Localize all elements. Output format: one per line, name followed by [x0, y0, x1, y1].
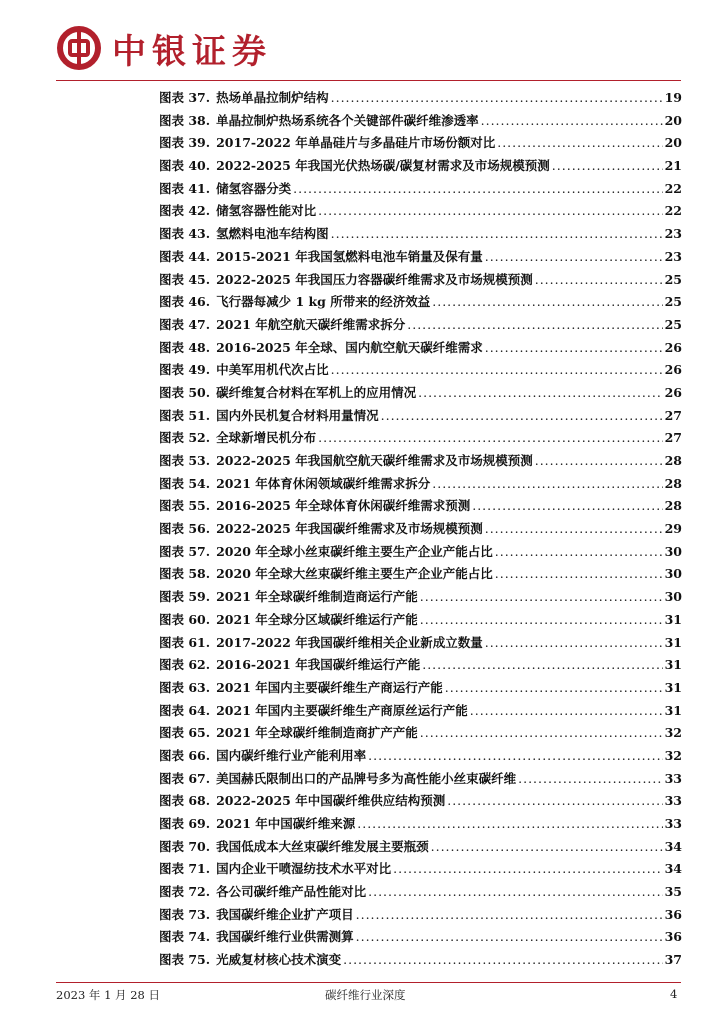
toc-entry[interactable] [159, 224, 682, 247]
toc-leader-dots [485, 635, 663, 650]
toc-entry-title: 2021 年体育休闲领域碳纤维需求拆分 [216, 475, 431, 491]
toc-entry-title: 氢燃料电池车结构图 [216, 226, 329, 242]
toc-entry[interactable] [159, 610, 682, 633]
toc-entry[interactable] [159, 338, 682, 361]
toc-leader-dots [420, 612, 663, 627]
toc-entry-title: 我国碳纤维行业供需测算 [216, 929, 354, 945]
toc-entry-page: 27 [664, 430, 682, 446]
toc-entry[interactable] [159, 474, 682, 497]
toc-entry-page: 31 [664, 702, 682, 718]
toc-entry-number: 图表 51. [159, 407, 211, 423]
toc-entry-number: 图表 44. [159, 248, 211, 264]
toc-entry-page: 36 [664, 906, 682, 922]
toc-entry-title: 全球新增民机分布 [216, 430, 317, 446]
toc-entry[interactable] [159, 360, 682, 383]
toc-entry-page: 26 [664, 384, 682, 400]
toc-entry-title: 中美军用机代次占比 [216, 362, 329, 378]
table-of-figures [159, 88, 682, 973]
toc-entry-number: 图表 56. [159, 521, 211, 537]
toc-entry-title: 2017-2022 年单晶硅片与多晶硅片市场份额对比 [216, 135, 496, 151]
toc-entry-number: 图表 42. [159, 203, 211, 219]
toc-entry-page: 31 [664, 657, 682, 673]
toc-leader-dots [518, 771, 662, 786]
toc-entry-page: 37 [664, 952, 682, 968]
toc-entry-title: 2022-2025 年我国光伏热场碳/碳复材需求及市场规模预测 [216, 158, 550, 174]
toc-leader-dots [331, 226, 663, 241]
toc-entry-number: 图表 40. [159, 158, 211, 174]
toc-entry-number: 图表 39. [159, 135, 211, 151]
toc-leader-dots [470, 703, 663, 718]
toc-leader-dots [552, 158, 663, 173]
toc-entry-number: 图表 61. [159, 634, 211, 650]
toc-entry-title: 2016-2025 年全球体育休闲碳纤维需求预测 [216, 498, 471, 514]
toc-entry-title: 2016-2021 年我国碳纤维运行产能 [216, 657, 421, 673]
toc-entry-title: 2021 年航空航天碳纤维需求拆分 [216, 316, 406, 332]
toc-leader-dots [318, 203, 662, 218]
toc-entry-number: 图表 59. [159, 589, 211, 605]
toc-leader-dots [357, 816, 662, 831]
toc-leader-dots [535, 453, 663, 468]
toc-entry-number: 图表 50. [159, 384, 211, 400]
toc-entry-page: 30 [664, 589, 682, 605]
toc-entry-number: 图表 67. [159, 770, 211, 786]
toc-leader-dots [495, 544, 663, 559]
toc-entry[interactable] [159, 927, 682, 950]
toc-entry-number: 图表 57. [159, 543, 211, 559]
toc-entry-page: 23 [664, 226, 682, 242]
toc-entry-page: 28 [664, 453, 682, 468]
toc-entry-title: 飞行器每减少 1 kg 所带来的经济效益 [216, 294, 431, 310]
toc-entry-page: 26 [664, 339, 682, 355]
toc-entry-number: 图表 46. [159, 294, 211, 310]
toc-entry-title: 我国低成本大丝束碳纤维发展主要瓶颈 [216, 838, 429, 854]
toc-entry[interactable] [159, 133, 682, 156]
toc-leader-dots [535, 272, 663, 287]
toc-leader-dots [293, 181, 662, 196]
toc-entry-page: 35 [664, 884, 682, 900]
toc-entry-page: 25 [664, 294, 682, 310]
toc-entry[interactable] [159, 428, 682, 451]
toc-entry-page: 30 [664, 543, 682, 559]
toc-entry-number: 图表 62. [159, 657, 211, 673]
toc-entry-page: 31 [664, 679, 682, 695]
toc-entry-number: 图表 68. [159, 793, 211, 809]
toc-leader-dots [381, 408, 663, 423]
toc-entry-number: 图表 53. [159, 453, 211, 468]
toc-entry[interactable] [159, 950, 682, 973]
toc-entry-page: 32 [664, 725, 682, 741]
toc-leader-dots [420, 589, 663, 604]
toc-entry-title: 储氢容器性能对比 [216, 203, 317, 219]
toc-entry-title: 碳纤维复合材料在军机上的应用情况 [216, 384, 417, 400]
toc-entry[interactable] [159, 179, 682, 202]
toc-leader-dots [420, 725, 663, 740]
toc-entry[interactable] [159, 723, 682, 746]
toc-entry-title: 2022-2025 年我国航空航天碳纤维需求及市场规模预测 [216, 453, 533, 468]
toc-entry[interactable] [159, 791, 682, 814]
toc-entry-page: 22 [664, 180, 682, 196]
toc-entry-title: 2016-2025 年全球、国内航空航天碳纤维需求 [216, 339, 483, 355]
toc-entry-title: 2021 年中国碳纤维来源 [216, 816, 356, 831]
toc-entry-page: 28 [664, 475, 682, 491]
toc-entry-title: 2022-2025 年中国碳纤维供应结构预测 [216, 793, 446, 809]
toc-entry[interactable] [159, 315, 682, 338]
toc-entry-number: 图表 65. [159, 725, 211, 741]
toc-entry[interactable] [159, 564, 682, 587]
footer-doc-title: 碳纤维行业深度 [325, 988, 406, 1002]
toc-entry-number: 图表 52. [159, 430, 211, 446]
toc-leader-dots [472, 498, 662, 513]
toc-entry[interactable] [159, 837, 682, 860]
toc-entry-number: 图表 49. [159, 362, 211, 378]
toc-entry[interactable] [159, 746, 682, 769]
toc-leader-dots [422, 657, 662, 672]
toc-leader-dots [407, 317, 662, 332]
toc-entry-title: 单晶拉制炉热场系统各个关键部件碳纤维渗透率 [216, 112, 479, 128]
toc-entry-number: 图表 48. [159, 339, 211, 355]
toc-entry-title: 国内碳纤维行业产能利用率 [216, 747, 367, 763]
footer-page-number: 4 [670, 987, 678, 1001]
toc-entry-page: 34 [664, 861, 682, 877]
footer-rule [56, 982, 681, 983]
toc-leader-dots [431, 839, 663, 854]
toc-leader-dots [418, 385, 662, 400]
toc-entry-page: 29 [664, 521, 682, 537]
toc-leader-dots [432, 476, 662, 491]
toc-leader-dots [356, 929, 663, 944]
toc-entry-page: 31 [664, 634, 682, 650]
toc-leader-dots [497, 135, 662, 150]
toc-entry[interactable] [159, 678, 682, 701]
toc-entry-number: 图表 75. [159, 952, 211, 968]
toc-entry[interactable] [159, 88, 682, 111]
toc-entry-title: 2022-2025 年我国压力容器碳纤维需求及市场规模预测 [216, 271, 533, 287]
toc-entry[interactable] [159, 111, 682, 134]
toc-entry-title: 2020 年全球大丝束碳纤维主要生产企业产能占比 [216, 566, 493, 582]
toc-entry[interactable] [159, 383, 682, 406]
toc-entry-number: 图表 70. [159, 838, 211, 854]
toc-entry-page: 28 [664, 498, 682, 514]
toc-entry-title: 2017-2022 年我国碳纤维相关企业新成立数量 [216, 634, 483, 650]
toc-entry[interactable] [159, 859, 682, 882]
bank-of-china-logo-icon [56, 25, 102, 71]
toc-entry[interactable] [159, 655, 682, 678]
footer-date: 2023 年 1 月 28 日 [56, 988, 160, 1002]
toc-entry-page: 20 [664, 135, 682, 151]
toc-entry-title: 光威复材核心技术演变 [216, 952, 342, 968]
toc-entry[interactable] [159, 633, 682, 656]
toc-entry[interactable] [159, 519, 682, 542]
toc-entry-title: 国内企业干喷湿纺技术水平对比 [216, 861, 392, 877]
toc-entry-title: 2021 年国内主要碳纤维生产商运行产能 [216, 679, 443, 695]
toc-entry-page: 33 [664, 770, 682, 786]
toc-entry-title: 储氢容器分类 [216, 180, 292, 196]
toc-leader-dots [447, 793, 662, 808]
toc-entry-title: 热场单晶拉制炉结构 [216, 90, 329, 105]
toc-entry-title: 2022-2025 年我国碳纤维需求及市场规模预测 [216, 521, 483, 537]
toc-entry-number: 图表 41. [159, 180, 211, 196]
toc-entry[interactable] [159, 451, 682, 474]
toc-leader-dots [432, 294, 662, 309]
toc-entry-number: 图表 69. [159, 816, 211, 831]
toc-entry-page: 25 [664, 271, 682, 287]
toc-entry-page: 22 [664, 203, 682, 219]
toc-entry-title: 2021 年全球碳纤维制造商扩产产能 [216, 725, 418, 741]
page-header [56, 22, 272, 74]
toc-entry-number: 图表 66. [159, 747, 211, 763]
toc-entry-title: 2021 年国内主要碳纤维生产商原丝运行产能 [216, 702, 468, 718]
toc-entry-number: 图表 37. [159, 90, 211, 105]
toc-entry[interactable] [159, 201, 682, 224]
toc-entry-title: 各公司碳纤维产品性能对比 [216, 884, 367, 900]
toc-entry[interactable] [159, 406, 682, 429]
toc-entry-page: 26 [664, 362, 682, 378]
toc-leader-dots [356, 907, 663, 922]
toc-entry-page: 32 [664, 747, 682, 763]
toc-leader-dots [485, 521, 663, 536]
toc-entry-number: 图表 43. [159, 226, 211, 242]
toc-leader-dots [368, 884, 662, 899]
toc-entry-page: 34 [664, 838, 682, 854]
toc-leader-dots [445, 680, 663, 695]
toc-entry-title: 2015-2021 年我国氢燃料电池车销量及保有量 [216, 248, 483, 264]
toc-entry[interactable] [159, 905, 682, 928]
toc-entry-number: 图表 38. [159, 112, 211, 128]
toc-entry-number: 图表 58. [159, 566, 211, 582]
toc-entry-title: 2020 年全球小丝束碳纤维主要生产企业产能占比 [216, 543, 493, 559]
toc-entry[interactable] [159, 496, 682, 519]
toc-entry[interactable] [159, 292, 682, 315]
toc-entry[interactable] [159, 156, 682, 179]
header-rule [56, 80, 681, 81]
toc-leader-dots [343, 952, 662, 967]
toc-leader-dots [368, 748, 662, 763]
toc-entry-page: 20 [664, 112, 682, 128]
toc-entry-page: 21 [664, 158, 682, 174]
toc-entry[interactable] [159, 701, 682, 724]
toc-entry-page: 31 [664, 611, 682, 627]
toc-entry-page: 33 [664, 793, 682, 809]
toc-entry[interactable] [159, 542, 682, 565]
toc-entry-number: 图表 64. [159, 702, 211, 718]
toc-entry[interactable] [159, 882, 682, 905]
toc-entry-page: 27 [664, 407, 682, 423]
toc-entry-title: 美国赫氏限制出口的产品牌号多为高性能小丝束碳纤维 [216, 770, 517, 786]
toc-entry-number: 图表 54. [159, 475, 211, 491]
toc-entry-page: 23 [664, 248, 682, 264]
toc-leader-dots [331, 90, 663, 105]
toc-entry-number: 图表 55. [159, 498, 211, 514]
toc-entry[interactable] [159, 587, 682, 610]
toc-entry-page: 25 [664, 316, 682, 332]
toc-entry[interactable] [159, 769, 682, 792]
toc-entry-number: 图表 73. [159, 906, 211, 922]
toc-entry-title: 2021 年全球碳纤维制造商运行产能 [216, 589, 418, 605]
toc-leader-dots [485, 249, 663, 264]
toc-entry-number: 图表 72. [159, 884, 211, 900]
toc-leader-dots [481, 113, 663, 128]
toc-entry-page: 19 [664, 90, 682, 105]
toc-leader-dots [495, 566, 663, 581]
toc-leader-dots [331, 362, 663, 377]
toc-leader-dots [393, 861, 662, 876]
toc-entry-page: 30 [664, 566, 682, 582]
toc-entry-number: 图表 63. [159, 679, 211, 695]
toc-entry-number: 图表 60. [159, 611, 211, 627]
toc-entry-number: 图表 74. [159, 929, 211, 945]
toc-entry-title: 我国碳纤维企业扩产项目 [216, 906, 354, 922]
toc-entry-title: 国内外民机复合材料用量情况 [216, 407, 379, 423]
toc-entry[interactable] [159, 270, 682, 293]
toc-entry-number: 图表 47. [159, 316, 211, 332]
toc-entry-page: 36 [664, 929, 682, 945]
brand-name: 中银证券 [112, 31, 272, 72]
toc-entry-page: 33 [664, 816, 682, 831]
toc-entry-number: 图表 45. [159, 271, 211, 287]
toc-entry-title: 2021 年全球分区域碳纤维运行产能 [216, 611, 418, 627]
toc-leader-dots [318, 430, 662, 445]
toc-entry-number: 图表 71. [159, 861, 211, 877]
toc-entry[interactable] [159, 247, 682, 270]
toc-entry[interactable] [159, 814, 682, 837]
toc-leader-dots [485, 340, 663, 355]
